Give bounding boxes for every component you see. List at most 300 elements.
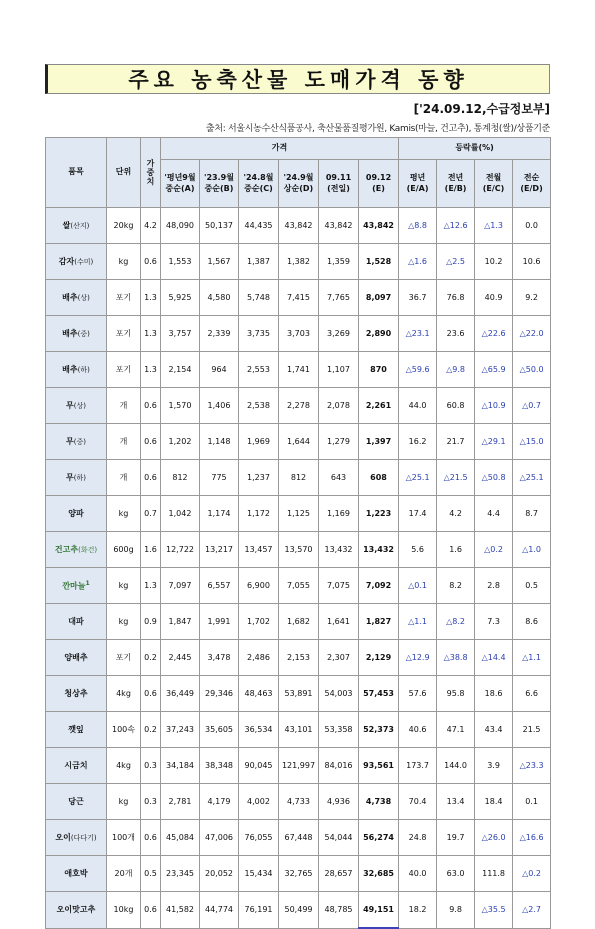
price-cell: 2,781 [161,784,200,820]
price-current: 43,842 [359,208,399,244]
price-cell: 15,434 [239,856,279,892]
item-weight: 0.6 [141,244,161,280]
price-cell: 1,641 [319,604,359,640]
price-cell: 76,055 [239,820,279,856]
item-weight: 0.6 [141,424,161,460]
price-cell: 7,055 [279,568,319,604]
rate-cell: △12.6 [437,208,475,244]
price-cell: 28,657 [319,856,359,892]
item-unit: 4kg [107,748,141,784]
rate-cell: △0.2 [513,856,551,892]
item-unit: 포기 [107,640,141,676]
rate-cell: 13.4 [437,784,475,820]
rate-cell: △0.1 [399,568,437,604]
rate-cell: 0.0 [513,208,551,244]
price-cell: 35,605 [200,712,239,748]
header-unit: 단위 [107,138,141,208]
table-row [46,676,551,712]
price-cell: 2,339 [200,316,239,352]
price-cell: 121,997 [279,748,319,784]
rate-cell: △1.1 [513,640,551,676]
rate-cell: △1.1 [399,604,437,640]
price-cell: 1,644 [279,424,319,460]
rate-cell: 1.6 [437,532,475,568]
rate-cell: 18.4 [475,784,513,820]
price-cell: 76,191 [239,892,279,929]
price-current: 2,890 [359,316,399,352]
table-row [46,604,551,640]
item-unit: 개 [107,424,141,460]
rate-cell: 2.8 [475,568,513,604]
rate-cell: 10.2 [475,244,513,280]
rate-cell: 144.0 [437,748,475,784]
item-weight: 0.6 [141,820,161,856]
price-cell: 43,842 [319,208,359,244]
price-cell: 5,748 [239,280,279,316]
rate-cell: 70.4 [399,784,437,820]
item-unit: 개 [107,460,141,496]
item-weight: 0.6 [141,388,161,424]
header-item: 품목 [46,138,107,208]
price-cell: 3,703 [279,316,319,352]
price-cell: 1,202 [161,424,200,460]
item-name: 무(상) [46,388,107,424]
price-cell: 4,002 [239,784,279,820]
table-row [46,208,551,244]
price-cell: 1,702 [239,604,279,640]
item-name: 당근 [46,784,107,820]
rate-cell: 0.1 [513,784,551,820]
item-weight: 0.6 [141,460,161,496]
price-cell: 6,557 [200,568,239,604]
item-unit: 100속 [107,712,141,748]
price-cell: 47,006 [200,820,239,856]
price-current: 2,129 [359,640,399,676]
price-cell: 7,097 [161,568,200,604]
item-name: 오이맛고추 [46,892,107,929]
price-cell: 43,101 [279,712,319,748]
item-name: 건고추(화건) [46,532,107,568]
rate-cell: △25.1 [513,460,551,496]
table-row [46,856,551,892]
rate-cell: △1.0 [513,532,551,568]
price-cell: 54,044 [319,820,359,856]
price-current: 93,561 [359,748,399,784]
price-cell: 2,078 [319,388,359,424]
rate-cell: △9.8 [437,352,475,388]
header-col-1: '23.9월 중순(B) [200,160,239,208]
item-weight: 0.3 [141,748,161,784]
price-cell: 812 [161,460,200,496]
header-col-4: 09.11 (전일) [319,160,359,208]
item-name: 대파 [46,604,107,640]
item-weight: 1.3 [141,568,161,604]
item-unit: 포기 [107,352,141,388]
table-row [46,316,551,352]
item-unit: 개 [107,388,141,424]
rate-cell: 6.6 [513,676,551,712]
rate-cell: △25.1 [399,460,437,496]
price-current: 8,097 [359,280,399,316]
price-current: 1,223 [359,496,399,532]
rate-cell: 8.2 [437,568,475,604]
rate-cell: △0.7 [513,388,551,424]
table-row [46,352,551,388]
rate-cell: △50.0 [513,352,551,388]
price-cell: 964 [200,352,239,388]
price-cell: 1,570 [161,388,200,424]
price-cell: 1,279 [319,424,359,460]
price-cell: 812 [279,460,319,496]
rate-cell: 3.9 [475,748,513,784]
price-current: 870 [359,352,399,388]
rate-cell: △1.3 [475,208,513,244]
table-row [46,748,551,784]
source-note: 출처: 서울시농수산식품공사, 축산물품질평가원, Kamis(마늘, 건고추), 통계청(쌀)/상품기준 [205,124,550,134]
price-cell: 7,415 [279,280,319,316]
price-cell: 12,722 [161,532,200,568]
price-cell: 1,382 [279,244,319,280]
item-weight: 1.3 [141,280,161,316]
rate-cell: 47.1 [437,712,475,748]
rate-cell: △35.5 [475,892,513,929]
rate-cell: △29.1 [475,424,513,460]
price-cell: 29,346 [200,676,239,712]
rate-cell: 8.6 [513,604,551,640]
rate-cell: 17.4 [399,496,437,532]
price-cell: 2,307 [319,640,359,676]
header-col-0: '평년9월 중순(A) [161,160,200,208]
item-unit: 포기 [107,316,141,352]
price-cell: 44,435 [239,208,279,244]
price-cell: 3,478 [200,640,239,676]
table-row [46,712,551,748]
rate-cell: 60.8 [437,388,475,424]
rate-cell: △16.6 [513,820,551,856]
rate-cell: △2.5 [437,244,475,280]
item-name: 애호박 [46,856,107,892]
price-cell: 2,553 [239,352,279,388]
item-name: 오이(다다기) [46,820,107,856]
price-cell: 5,925 [161,280,200,316]
price-cell: 1,682 [279,604,319,640]
item-unit: kg [107,784,141,820]
rate-cell: △59.6 [399,352,437,388]
price-cell: 53,358 [319,712,359,748]
price-cell: 13,217 [200,532,239,568]
rate-cell: 36.7 [399,280,437,316]
rate-cell: 18.2 [399,892,437,929]
price-current: 7,092 [359,568,399,604]
price-cell: 13,432 [319,532,359,568]
price-current: 4,738 [359,784,399,820]
header-col-2: '24.8월 중순(C) [239,160,279,208]
price-cell: 20,052 [200,856,239,892]
price-cell: 2,445 [161,640,200,676]
item-weight: 0.6 [141,892,161,929]
item-unit: 포기 [107,280,141,316]
rate-cell: 10.6 [513,244,551,280]
report-title: 주요 농축산물 도매가격 동향 [128,68,469,92]
rate-cell: 5.6 [399,532,437,568]
table-row [46,244,551,280]
price-current: 608 [359,460,399,496]
rate-cell: 18.6 [475,676,513,712]
price-table [45,137,551,929]
item-unit: kg [107,496,141,532]
item-unit: kg [107,604,141,640]
rate-cell: △12.9 [399,640,437,676]
price-cell: 1,847 [161,604,200,640]
item-name: 배추(중) [46,316,107,352]
price-cell: 1,387 [239,244,279,280]
price-current: 49,151 [359,892,399,929]
price-cell: 4,179 [200,784,239,820]
rate-cell: △23.1 [399,316,437,352]
item-name: 배추(상) [46,280,107,316]
price-cell: 54,003 [319,676,359,712]
rate-cell: △38.8 [437,640,475,676]
item-weight: 0.2 [141,712,161,748]
header-col-6: 평년 (E/A) [399,160,437,208]
rate-cell: △2.7 [513,892,551,929]
price-current: 57,453 [359,676,399,712]
rate-cell: 40.6 [399,712,437,748]
price-cell: 13,570 [279,532,319,568]
rate-cell: 95.8 [437,676,475,712]
item-name: 청상추 [46,676,107,712]
rate-cell: 57.6 [399,676,437,712]
rate-cell: 9.2 [513,280,551,316]
table-row [46,280,551,316]
price-cell: 3,757 [161,316,200,352]
price-cell: 7,765 [319,280,359,316]
price-cell: 2,278 [279,388,319,424]
item-unit: 20개 [107,856,141,892]
price-current: 1,528 [359,244,399,280]
rate-cell: 4.4 [475,496,513,532]
item-name: 감자(수미) [46,244,107,280]
price-cell: 1,567 [200,244,239,280]
price-current: 13,432 [359,532,399,568]
rate-cell: 76.8 [437,280,475,316]
item-weight: 1.3 [141,352,161,388]
price-cell: 23,345 [161,856,200,892]
item-name: 무(중) [46,424,107,460]
header-rate-group: 등락률(%) [399,138,551,160]
price-cell: 775 [200,460,239,496]
rate-cell: 63.0 [437,856,475,892]
rate-cell: 4.2 [437,496,475,532]
rate-cell: 9.8 [437,892,475,929]
item-weight: 0.7 [141,496,161,532]
item-name: 깐마늘$^1$ [46,568,107,604]
rate-cell: △0.2 [475,532,513,568]
price-cell: 1,125 [279,496,319,532]
header-weight: 가중치 [141,138,161,208]
issue-date: ['24.09.12,수급정보부] [413,102,550,116]
item-unit: 4kg [107,676,141,712]
price-cell: 34,184 [161,748,200,784]
header-col-9: 전순 (E/D) [513,160,551,208]
rate-cell: △10.9 [475,388,513,424]
report-title-box [45,64,550,94]
item-unit: 20kg [107,208,141,244]
price-cell: 1,359 [319,244,359,280]
price-cell: 6,900 [239,568,279,604]
price-cell: 3,735 [239,316,279,352]
price-cell: 67,448 [279,820,319,856]
price-cell: 48,090 [161,208,200,244]
item-name: 배추(하) [46,352,107,388]
item-unit: kg [107,568,141,604]
rate-cell: 40.0 [399,856,437,892]
header-col-7: 전년 (E/B) [437,160,475,208]
price-cell: 38,348 [200,748,239,784]
rate-cell: △21.5 [437,460,475,496]
price-current: 56,274 [359,820,399,856]
rate-cell: 43.4 [475,712,513,748]
item-weight: 0.5 [141,856,161,892]
rate-cell: △26.0 [475,820,513,856]
price-cell: 84,016 [319,748,359,784]
price-cell: 1,969 [239,424,279,460]
item-weight: 0.9 [141,604,161,640]
price-cell: 2,154 [161,352,200,388]
price-cell: 7,075 [319,568,359,604]
price-cell: 3,269 [319,316,359,352]
price-cell: 4,936 [319,784,359,820]
item-name: 쌀(산지) [46,208,107,244]
price-cell: 2,486 [239,640,279,676]
price-cell: 2,538 [239,388,279,424]
item-name: 시금치 [46,748,107,784]
price-cell: 643 [319,460,359,496]
rate-cell: △65.9 [475,352,513,388]
price-current: 32,685 [359,856,399,892]
price-cell: 45,084 [161,820,200,856]
rate-cell: △22.6 [475,316,513,352]
price-cell: 4,580 [200,280,239,316]
rate-cell: △50.8 [475,460,513,496]
item-unit: 100개 [107,820,141,856]
price-cell: 1,553 [161,244,200,280]
price-cell: 13,457 [239,532,279,568]
price-cell: 44,774 [200,892,239,929]
item-weight: 0.6 [141,676,161,712]
item-name: 양배추 [46,640,107,676]
item-weight: 0.2 [141,640,161,676]
header-col-3: '24.9월 상순(D) [279,160,319,208]
price-cell: 50,499 [279,892,319,929]
item-weight: 0.3 [141,784,161,820]
header-col-5: 09.12 (E) [359,160,399,208]
price-cell: 1,169 [319,496,359,532]
rate-cell: 8.7 [513,496,551,532]
rate-cell: 44.0 [399,388,437,424]
price-cell: 1,174 [200,496,239,532]
rate-cell: 16.2 [399,424,437,460]
table-row [46,460,551,496]
item-name: 양파 [46,496,107,532]
price-cell: 2,153 [279,640,319,676]
price-cell: 36,449 [161,676,200,712]
rate-cell: △15.0 [513,424,551,460]
rate-cell: △22.0 [513,316,551,352]
rate-cell: 0.5 [513,568,551,604]
rate-cell: 111.8 [475,856,513,892]
rate-cell: 19.7 [437,820,475,856]
rate-cell: △14.4 [475,640,513,676]
price-cell: 1,042 [161,496,200,532]
rate-cell: 173.7 [399,748,437,784]
rate-cell: △23.3 [513,748,551,784]
item-unit: 600g [107,532,141,568]
price-cell: 1,991 [200,604,239,640]
rate-cell: △8.2 [437,604,475,640]
price-cell: 1,107 [319,352,359,388]
item-weight: 4.2 [141,208,161,244]
item-weight: 1.6 [141,532,161,568]
price-current: 2,261 [359,388,399,424]
item-unit: 10kg [107,892,141,929]
price-cell: 37,243 [161,712,200,748]
table-row [46,892,551,929]
table-row [46,532,551,568]
header-col-8: 전월 (E/C) [475,160,513,208]
price-cell: 1,406 [200,388,239,424]
rate-cell: 23.6 [437,316,475,352]
item-name: 무(하) [46,460,107,496]
price-cell: 32,765 [279,856,319,892]
table-row [46,568,551,604]
price-cell: 50,137 [200,208,239,244]
rate-cell: 21.5 [513,712,551,748]
rate-cell: 21.7 [437,424,475,460]
price-cell: 48,463 [239,676,279,712]
table-row [46,496,551,532]
table-row [46,640,551,676]
rate-cell: △8.8 [399,208,437,244]
rate-cell: △1.6 [399,244,437,280]
table-row [46,424,551,460]
rate-cell: 40.9 [475,280,513,316]
header-price-group: 가격 [161,138,399,160]
price-cell: 53,891 [279,676,319,712]
price-cell: 43,842 [279,208,319,244]
price-cell: 4,733 [279,784,319,820]
price-cell: 1,237 [239,460,279,496]
price-cell: 1,741 [279,352,319,388]
price-cell: 41,582 [161,892,200,929]
price-cell: 48,785 [319,892,359,929]
table-row [46,784,551,820]
price-current: 52,373 [359,712,399,748]
price-current: 1,397 [359,424,399,460]
item-name: 깻잎 [46,712,107,748]
table-row [46,388,551,424]
price-cell: 90,045 [239,748,279,784]
rate-cell: 24.8 [399,820,437,856]
item-weight: 1.3 [141,316,161,352]
price-cell: 1,172 [239,496,279,532]
item-unit: kg [107,244,141,280]
price-current: 1,827 [359,604,399,640]
price-cell: 36,534 [239,712,279,748]
price-cell: 1,148 [200,424,239,460]
table-row [46,820,551,856]
rate-cell: 7.3 [475,604,513,640]
